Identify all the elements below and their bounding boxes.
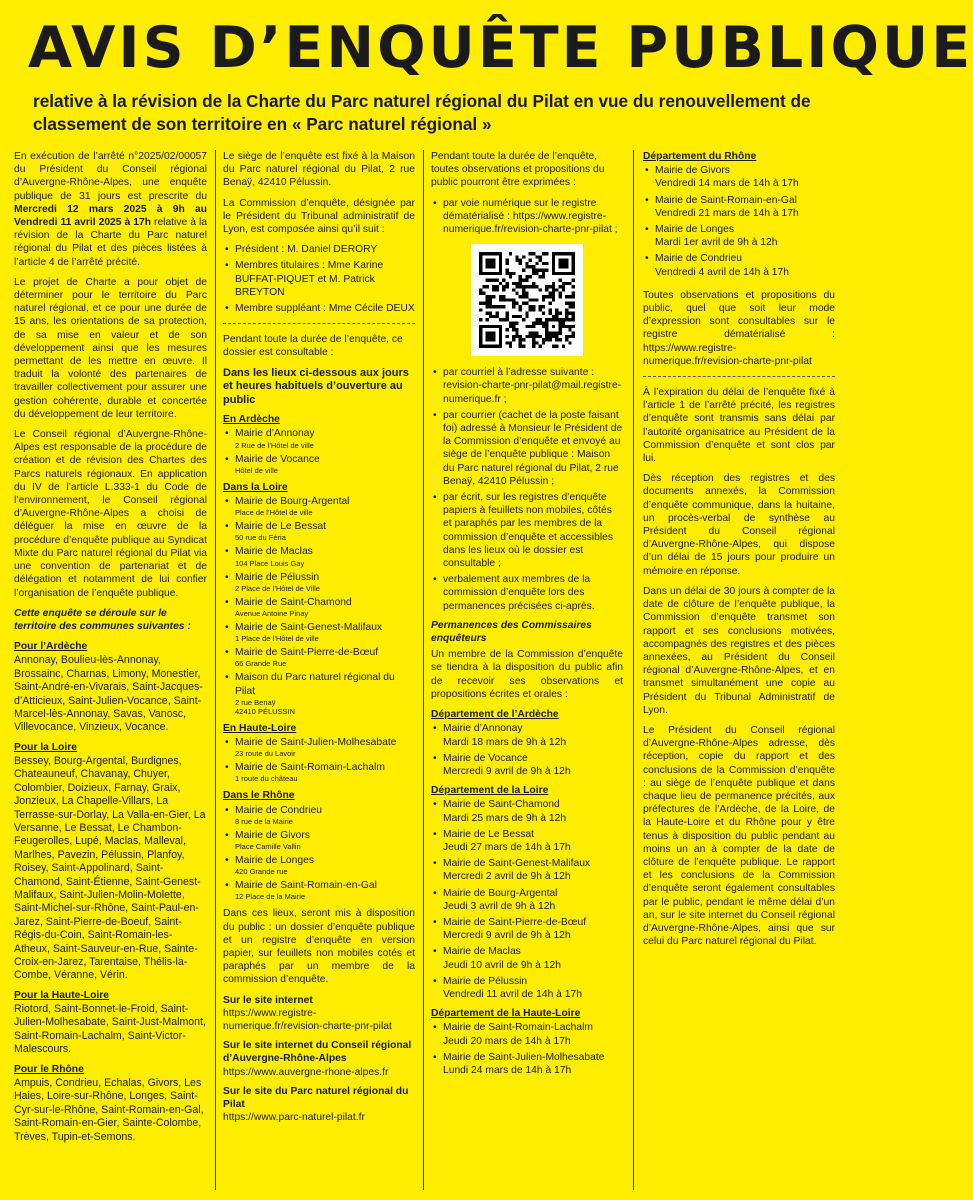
publication-paragraph: Le Président du Conseil régional d’Auvergne-Rhône-Alpes adresse, dès réception, copie du rapport et des conclusions de la Commission d’enquête : au siège de l’enquête publique et dans chaque lieu de permanence précités, aux préfectures de l’Ardèche, de la Loire, de la Haute-Loire et du Rhône pour y être tenus à disposition du public pendant au moins un an à compter de la date de clôture de l’enquête publique. Le rapport et les conclusions de la Commission d’enquête seront également consultables par le public, pendant le même délai d’un an, sur le site internet du Conseil régional d’Auvergne-Rhône-Alpes, ainsi que sur celui du Parc naturel régional du Pilat.	[643, 724, 835, 948]
permanence-place: • Mairie de Saint-Pierre-de-Bœuf	[443, 916, 587, 928]
lieux-item	[223, 495, 415, 517]
lieux-list	[223, 804, 415, 902]
permanence-place: • Mairie d’Annonay	[443, 723, 523, 735]
permanence-time: Vendredi 4 avril de 14h à 17h	[655, 266, 789, 278]
place-address: 1 Place de l’Hôtel de ville	[235, 634, 319, 644]
synthesis-paragraph: Dès réception des registres et des documents annexés, la Commission d’enquête communique, dans la huitaine, un procès-verbal de synthèse au Président du Conseil régional d’Auvergne-Rhône-Alpes, qui dispose d’un délai de 15 jours pour produire un mémoire en réponse.	[643, 473, 835, 577]
commission-paragraph: La Commission d’enquête, désignée par le Président du Tribunal administratif de Lyon, est composée ainsi qu’il suit :	[223, 197, 415, 236]
permanence-place: • Mairie de Saint-Romain-en-Gal	[655, 194, 797, 206]
place-address: 23 route du Lavoir	[235, 749, 296, 759]
permanence-place: • Mairie de Le Bessat	[443, 828, 535, 840]
closing-paragraph: À l’expiration du délai de l’enquête fixé à l’article 1 de l’arrêté précité, les registres d’enquête sont transmis sans délai par l’autorité organisatrice au Président de la Commission d’enquête et sont clos par lui.	[643, 387, 835, 465]
lieux-item	[223, 453, 415, 475]
place-address: Hôtel de ville	[235, 465, 278, 475]
permanence-place: • Mairie de Vocance	[443, 752, 528, 764]
place-address: 66 Grande Rue	[235, 659, 287, 669]
intro-paragraph	[14, 150, 207, 269]
permanence-item	[643, 194, 835, 220]
permanence-time: Jeudi 20 mars de 14h à 17h	[443, 1035, 571, 1047]
permanence-time: Mardi 1er avril de 9h à 12h	[655, 237, 778, 249]
link-registre-numerique[interactable]: https://www.registre-numerique.fr/revision-charte-pnr-pilat	[223, 1007, 392, 1033]
lieux-item	[223, 545, 415, 567]
place-address: 104 Place Louis Gay	[235, 558, 305, 568]
permanence-time: Jeudi 27 mars de 14h à 17h	[443, 841, 571, 853]
place-name: • Mairie de Pélussin	[235, 571, 320, 583]
permanence-item	[431, 828, 623, 854]
lieux-dept-heading: Dans la Loire	[223, 481, 288, 493]
dept-heading-rhone: Pour le Rhône	[14, 1063, 84, 1075]
lieux-dept-heading: En Ardèche	[223, 414, 280, 426]
place-address: 12 Place de la Mairie	[235, 892, 306, 902]
communes-ardeche: Annonay, Boulieu-lès-Annonay, Brossainc, Charnas, Limony, Monestier, Saint-André-en-Vivarais, Saint-Jacques-d’Atticieux, Saint-Julien-Vocance, Saint-Marcel-lès-Annonay, Savas, Vanosc, Villevocance, Vinzieux, Vocance.	[14, 654, 203, 734]
lieux-item	[223, 804, 415, 826]
dashed-divider	[223, 323, 415, 324]
permanence-place: • Mairie de Saint-Genest-Malifaux	[443, 858, 591, 870]
lieux-item	[223, 879, 415, 901]
place-name: • Mairie de Saint-Genest-Malifaux	[235, 621, 383, 633]
communes-rhone: Ampuis, Condrieu, Echalas, Givors, Les Haies, Loire-sur-Rhône, Longes, Saint-Cyr-sur-le-Rhône, Saint-Romain-en-Gal, Saint-Romain-en-Gier, Sainte-Colombe, Trèves, Tupin-et-Semons.	[14, 1076, 204, 1143]
permanences-heading: Permanences des Commissaires enquêteurs	[431, 619, 592, 645]
lieux-dept-heading: Dans le Rhône	[223, 790, 295, 802]
permanence-time: Vendredi 14 mars de 14h à 17h	[655, 178, 799, 190]
link-parc-naturel-pilat[interactable]: https://www.parc-naturel-pilat.fr	[223, 1112, 365, 1124]
place-address: Place de l’Hôtel de ville	[235, 508, 313, 518]
column-3	[431, 150, 623, 1083]
permanence-item	[431, 1021, 623, 1047]
permanence-place: • Mairie de Bourg-Argental	[443, 887, 558, 899]
column-divider	[633, 150, 634, 1190]
link-auvergne-rhone-alpes[interactable]: https://www.auvergne-rhone-alpes.fr	[223, 1066, 389, 1078]
permanence-time: Lundi 24 mars de 14h à 17h	[443, 1064, 572, 1076]
lieux-item	[223, 854, 415, 876]
place-name: • Mairie de Bourg-Argental	[235, 495, 350, 507]
communes-loire: Bessey, Bourg-Argental, Burdignes, Chateauneuf, Chavanay, Chuyer, Colombier, Doizieux, Farnay, Graix, Jonzieux, La Chapelle-Villars, La Terrasse-sur-Dorlay, La Valla-en-Gier, La Versanne, Le Bessat, Le Chambon-Feugerolles, Lupé, Maclas, Malleval, Marlhes, Pavezin, Pélussin, Planfoy, Roisey, Saint-Appolinard, Saint-Chamond, Saint-Étienne, Saint-Genest-Malifaux, Saint-Julien-Molin-Molette, Saint-Michel-sur-Rhône, Saint-Paul-en-Jarez, Saint-Pierre-de-Boeuf, Saint-Régis-du-Coin, Saint-Romain-les-Atheux, Saint-Sauveur-en-Rue, Sainte-Croix-en-Jarez, Tarentaise, Thélis-la-Combe, Véranne, Vérin.	[14, 754, 206, 982]
lieux-item	[223, 520, 415, 542]
permanence-item	[431, 722, 623, 748]
place-address: 2 Rue de l’Hôtel de ville	[235, 440, 314, 450]
lieux-paragraph: Dans ces lieux, seront mis à disposition du public : un dossier d’enquête publique et un registre d’enquête en version papier, sur feuillets non mobiles cotés et paraphés par un membre de la commission d’enquête.	[223, 908, 415, 986]
lieux-heading: Dans les lieux ci-dessous aux jours et heures habituels d’ouverture au public	[223, 366, 409, 406]
permanence-item	[643, 223, 835, 249]
lieux-list	[223, 736, 415, 783]
dossier-intro: Pendant toute la durée de l’enquête, ce dossier est consultable :	[223, 334, 403, 359]
permanence-item	[431, 1051, 623, 1077]
dept-heading-ardeche: Pour l’Ardèche	[14, 641, 88, 653]
permanence-item	[643, 252, 835, 278]
permanence-item	[431, 945, 623, 971]
permanences-intro: Un membre de la Commission d’enquête se tiendra à la disposition du public afin de recevoir ses observations et propositions écrites et orales :	[431, 649, 623, 700]
lieux-item	[223, 571, 415, 593]
place-name: • Mairie de Saint-Pierre-de-Bœuf	[235, 647, 379, 659]
place-name: • Mairie de Longes	[235, 855, 314, 866]
permanence-item	[431, 975, 623, 1001]
place-name: • Mairie de Maclas	[235, 546, 313, 558]
intro-text: En exécution de l’arrêté n°2025/02/00057 du Président du Conseil régional d’Auvergne-Rhône-Alpes, une enquête publique de 31 jours est prescrite du	[14, 151, 207, 202]
permanence-place: • Mairie de Givors	[655, 165, 730, 177]
page-title: AVIS D’ENQUÊTE PUBLIQUE	[28, 15, 973, 81]
lieux-item	[223, 761, 415, 783]
place-name: • Mairie de Givors	[235, 829, 310, 841]
lieux-item	[223, 427, 415, 449]
permanence-item	[431, 752, 623, 778]
permanence-item	[431, 887, 623, 913]
place-address: 42410 PÉLUSSIN	[235, 706, 296, 716]
lieux-dept-heading: En Haute-Loire	[223, 722, 297, 734]
place-address: 8 rue de la Mairie	[235, 816, 293, 826]
consultation-paragraph: Toutes observations et propositions du public, quel que soit leur mode d’expression sont consultables sur le registre dématérialisé : https://www.registre-numerique.fr/revision-charte-pnr-pilat	[643, 289, 835, 367]
expression-methods-list-continued	[431, 366, 623, 613]
place-name: • Mairie de Saint-Chamond	[235, 596, 352, 608]
permanence-time: Mardi 18 mars de 9h à 12h	[443, 736, 567, 748]
place-name: • Mairie de Saint-Julien-Molhesabate	[235, 736, 397, 748]
permanence-place: • Mairie de Saint-Julien-Molhesabate	[443, 1051, 605, 1063]
lieux-item	[223, 621, 415, 643]
lieux-item	[223, 736, 415, 758]
column-divider	[423, 150, 424, 1190]
lieux-item	[223, 596, 415, 618]
permanence-time: Mardi 25 mars de 9h à 12h	[443, 812, 567, 824]
site-heading-region: Sur le site internet du Conseil régional d’Auvergne-Rhône-Alpes	[223, 1040, 412, 1065]
column-1	[14, 150, 207, 1148]
place-name: • Mairie de Saint-Romain-Lachalm	[235, 762, 385, 774]
communes-heading: Cette enquête se déroule sur le territoire des communes suivantes :	[14, 607, 191, 632]
permanence-time: Mercredi 2 avril de 9h à 12h	[443, 871, 571, 883]
expression-method: • par voie numérique sur le registre dématérialisé : https://www.registre-numerique.fr/revision-charte-pnr-pilat ;	[431, 197, 623, 237]
place-name: • Maison du Parc naturel régional du Pilat	[235, 672, 395, 697]
qr-code[interactable]	[471, 244, 583, 356]
permanence-place: • Mairie de Condrieu	[655, 253, 742, 265]
dashed-divider	[643, 376, 835, 377]
permanence-item	[431, 857, 623, 883]
permanence-place: • Mairie de Saint-Chamond	[443, 799, 560, 811]
place-address: 1 route du château	[235, 774, 298, 784]
siege-paragraph: Le siège de l’enquête est fixé à la Maison du Parc naturel régional du Pilat, 2 rue Benaÿ, 42410 Pélussin.	[223, 151, 415, 189]
dept-heading-rhone-permanences: Département du Rhône	[643, 151, 757, 162]
site-heading-parc: Sur le site du Parc naturel régional du Pilat	[223, 1085, 409, 1111]
place-address: Place Camille Vallin	[235, 842, 301, 851]
place-address: 420 Grande rue	[235, 867, 288, 877]
place-address: Avenue Antoine Pinay	[235, 608, 309, 618]
lieux-list	[223, 495, 415, 716]
commission-member: • Membres titulaires : Mme Karine BUFFAT-PIQUET et M. Patrick BREYTON	[223, 259, 415, 299]
permanence-time: Jeudi 10 avril de 9h à 12h	[443, 959, 561, 971]
permanence-list	[431, 722, 623, 778]
site-heading-registre: Sur le site internet	[223, 994, 313, 1006]
lieux-list	[223, 427, 415, 474]
expression-method: • par courrier (cachet de la poste faisant foi) adressé à Monsieur le Président de la Commission d’enquête et envoyé au siège de l’enquête publique : Maison du Parc naturel régional du Pilat, 2 rue Benaÿ, 42410 Pélussin ;	[431, 409, 623, 488]
intro-text-end: relative à la révision de la Charte du Parc naturel régional du Pilat et des pièces listées à l’article 4 de l’arrêté précité.	[14, 217, 207, 268]
permanence-dept-heading: Département de la Haute-Loire	[431, 1008, 581, 1020]
permanence-time: Mercredi 9 avril de 9h à 12h	[443, 765, 571, 777]
column-2	[223, 150, 415, 1130]
place-name: • Mairie de Saint-Romain-en-Gal	[235, 880, 377, 892]
permanence-place: • Mairie de Longes	[655, 224, 734, 236]
place-name: • Mairie d’Annonay	[235, 428, 315, 440]
commission-member: • Membre suppléant : Mme Cécile DEUX	[223, 302, 415, 315]
column-divider	[215, 150, 216, 1190]
expression-methods-list	[431, 197, 623, 237]
permanence-time: Jeudi 3 avril de 9h à 12h	[443, 900, 556, 912]
place-address: 2 rue Benaÿ	[235, 697, 276, 707]
permanence-time: Mercredi 9 avril de 9h à 12h	[443, 930, 571, 942]
place-name: • Mairie de Le Bessat	[235, 521, 327, 533]
lieux-item	[223, 646, 415, 668]
expression-method: • par courriel à l’adresse suivante : revision-charte-pnr-pilat@mail.registre-numerique.fr ;	[431, 366, 623, 406]
permanence-list	[431, 798, 623, 1001]
permanence-place: • Mairie de Saint-Romain-Lachalm	[443, 1022, 593, 1034]
permanence-dept-heading: Département de l’Ardèche	[431, 709, 559, 721]
dept-heading-loire: Pour la Loire	[14, 741, 77, 753]
permanence-place: • Mairie de Maclas	[443, 946, 521, 958]
permanence-dept-heading: Département de la Loire	[431, 785, 549, 797]
consultation-places	[223, 413, 415, 901]
observations-intro: Pendant toute la durée de l’enquête, toutes observations et propositions du public pourront être exprimées :	[431, 151, 605, 189]
council-paragraph: Le Conseil régional d’Auvergne-Rhône-Alpes est responsable de la procédure de création et de révision des Chartes des Parcs naturels régionaux. En application du IV de l’article L.333-1 du Code de l’environnement, le Conseil régional d’Auvergne-Rhône-Alpes a choisi de déléguer la mise en œuvre de la procédure d’enquête publique au Syndicat Mixte du Parc naturel régional du Pilat via une convention de partenariat et de délégation et notamment de lui confier l’organisation de l’enquête publique.	[14, 429, 207, 599]
permanence-place: • Mairie de Pélussin	[443, 975, 528, 987]
permanences-schedule	[431, 708, 623, 1077]
enquiry-dates: Mercredi 12 mars 2025 à 9h au Vendredi 11 avril 2025 à 17h	[14, 203, 207, 229]
commission-members-list	[223, 243, 415, 315]
commission-member: • Président : M. Daniel DERORY	[223, 243, 415, 256]
place-address: 2 Place de l’Hôtel de Ville	[235, 583, 320, 593]
permanence-time: Vendredi 21 mars de 14h à 17h	[655, 207, 799, 219]
charter-paragraph: Le projet de Charte a pour objet de déterminer pour le territoire du Parc naturel régional, et ce pour une durée de 15 ans, les orientations de sa protection, de sa mise en valeur et de son développement ainsi que les mesures permettant de les mettre en œuvre. Il traduit la volonté des partenaires de travailler collectivement pour assurer une gestion cohérente, durable et concertée du développement de leur territoire.	[14, 276, 207, 420]
permanence-item	[431, 798, 623, 824]
communes-haute-loire: Riotord, Saint-Bonnet-le-Froid, Saint-Julien-Molhesabate, Saint-Just-Malmont, Saint-Romain-Lachalm, Saint-Victor-Malescours.	[14, 1003, 206, 1056]
place-address: 50 rue du Féria	[235, 533, 286, 543]
expression-method: • verbalement aux membres de la commission d’enquête lors des permanences précisées ci-après.	[431, 573, 623, 613]
page-subtitle: relative à la révision de la Charte du Parc naturel régional du Pilat en vue du renouvellement de classement de son territoire en « Parc naturel régional »	[33, 91, 811, 134]
place-name: • Mairie de Condrieu	[235, 804, 322, 816]
permanence-item	[643, 164, 835, 190]
lieux-item	[223, 671, 415, 715]
report-paragraph: Dans un délai de 30 jours à compter de la date de clôture de l’enquête publique, la Commission d’enquête transmet son rapport et ses conclusions motivées, accompagnés des registres et des pièces annexées, au Président du Conseil régional d’Auvergne-Rhône-Alpes, et en transmet simultanément une copie au Président du Tribunal Administratif de Lyon.	[643, 585, 835, 716]
lieux-item	[223, 829, 415, 851]
permanences-rhone-list	[643, 164, 835, 279]
permanence-item	[431, 916, 623, 942]
column-4	[643, 150, 835, 955]
place-name: • Mairie de Vocance	[235, 453, 320, 465]
permanence-time: Vendredi 11 avril de 14h à 17h	[443, 988, 582, 1000]
permanence-list	[431, 1021, 623, 1077]
dept-heading-haute-loire: Pour la Haute-Loire	[14, 989, 109, 1001]
expression-method: • par écrit, sur les registres d’enquête papiers à feuillets non mobiles, côtés et paraphés par les membres de la commission d’enquête et accessibles dans les lieux où le dossier est consultable ;	[431, 491, 623, 570]
